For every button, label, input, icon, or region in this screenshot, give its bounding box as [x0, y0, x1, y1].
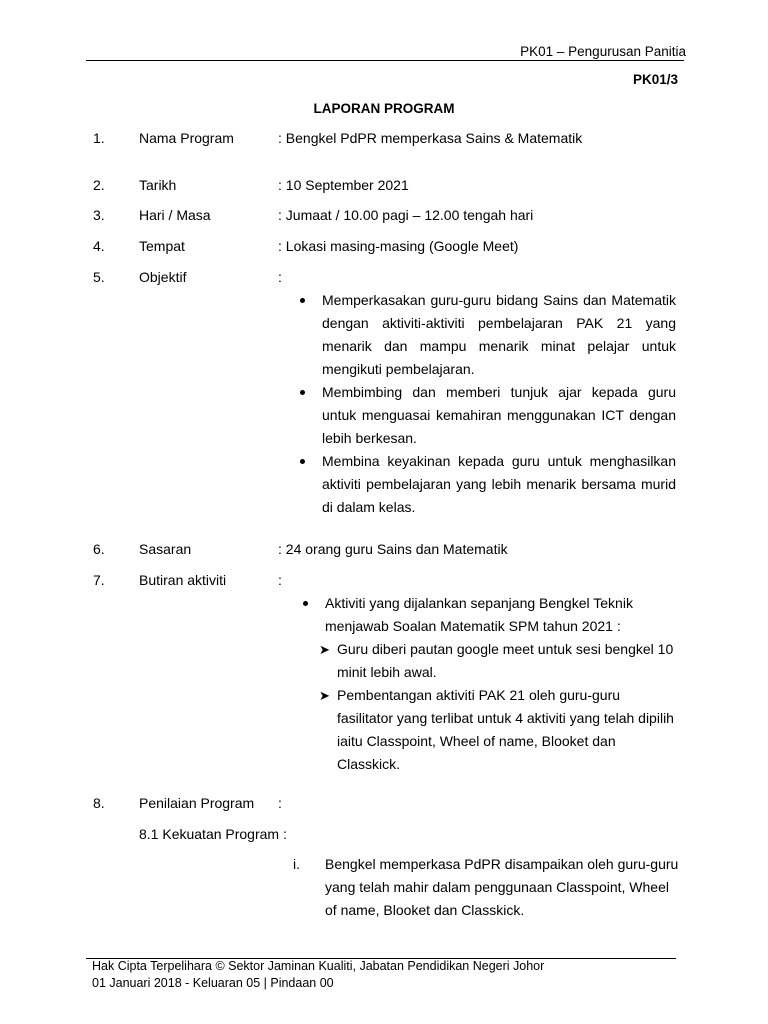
list-item: [319, 638, 675, 684]
list-item: [303, 592, 675, 776]
list-numeral: i.: [293, 856, 300, 872]
activity-sub-text: Guru diberi pautan google meet untuk sesi bengkel 10 minit lebih awal.: [337, 641, 674, 680]
activity-text: Aktiviti yang dijalankan sepanjang Bengkel Teknik menjawab Soalan Matematik SPM tahun 2021 :: [325, 595, 633, 634]
objective-text: Membimbing dan memberi tunjuk ajar kepada guru untuk menguasai kemahiran menggunakan ICT dengan lebih berkesan.: [322, 384, 676, 446]
activity-sub-text: Pembentangan aktiviti PAK 21 oleh guru-guru fasilitator yang terlibat untuk 4 aktiviti yang telah dipilih iaitu Classpoint, Wheel of name, Blooket dan Classkick.: [337, 687, 674, 772]
item-number: 4.: [93, 238, 105, 254]
item-label: Nama Program: [139, 130, 234, 146]
item-label: Objektif: [139, 269, 187, 285]
item-value: :: [278, 795, 282, 811]
item-number: 7.: [93, 572, 105, 588]
item-value: :: [278, 572, 282, 588]
item-value: :: [278, 269, 282, 285]
item-label: Hari / Masa: [139, 207, 211, 223]
page-title: LAPORAN PROGRAM: [313, 101, 455, 116]
bullet-icon: [303, 601, 308, 606]
item-number: 8.: [93, 795, 105, 811]
bullet-icon: [300, 390, 305, 395]
objective-text: Membina keyakinan kepada guru untuk menghasilkan aktiviti pembelajaran yang lebih menarik bersama murid di dalam kelas.: [322, 453, 676, 515]
item-label: Butiran aktiviti: [139, 572, 227, 588]
item-value: : Lokasi masing-masing (Google Meet): [278, 238, 519, 254]
arrow-bullet-icon: ➤: [319, 688, 330, 703]
item-label: Sasaran: [139, 541, 192, 557]
list-item: [300, 289, 676, 381]
item-value: : Jumaat / 10.00 pagi – 12.00 tengah hari: [278, 207, 534, 223]
list-item: [319, 684, 675, 776]
objective-text: Memperkasakan guru-guru bidang Sains dan Matematik dengan aktiviti-aktiviti pembelajaran PAK 21 yang menarik dan mampu menarik minat pelajar untuk mengikuti pembelajaran.: [322, 292, 676, 377]
activity-sub-list: [319, 638, 675, 776]
running-header: PK01 – Pengurusan Panitia: [520, 44, 686, 59]
item-value: : Bengkel PdPR memperkasa Sains & Matematik: [278, 130, 583, 146]
list-item: [293, 853, 683, 922]
item-value: : 24 orang guru Sains dan Matematik: [278, 541, 508, 557]
item-number: 1.: [93, 130, 105, 146]
arrow-bullet-icon: ➤: [319, 642, 330, 657]
item-number: 6.: [93, 541, 105, 557]
document-code: PK01/3: [632, 72, 678, 87]
activity-list: [303, 592, 675, 776]
list-item: [300, 450, 676, 519]
objectives-list: [300, 289, 676, 519]
item-label: Tempat: [139, 238, 185, 254]
header-divider: [86, 60, 684, 61]
bullet-icon: [300, 298, 305, 303]
footer-copyright: Hak Cipta Terpelihara © Sektor Jaminan Kualiti, Jabatan Pendidikan Negeri Johor: [92, 959, 545, 973]
item-number: 2.: [93, 177, 105, 193]
strengths-list: [293, 853, 683, 922]
item-number: 3.: [93, 207, 105, 223]
item-number: 5.: [93, 269, 105, 285]
item-label: Penilaian Program: [139, 795, 255, 811]
item-value: : 10 September 2021: [278, 177, 409, 193]
footer-revision: 01 Januari 2018 - Keluaran 05 | Pindaan 00: [92, 976, 334, 990]
subsection-heading: 8.1 Kekuatan Program :: [139, 826, 287, 842]
strength-text: Bengkel memperkasa PdPR disampaikan oleh guru-guru yang telah mahir dalam penggunaan Classpoint, Wheel of name, Blooket dan Classkick.: [325, 856, 679, 918]
bullet-icon: [300, 459, 305, 464]
list-item: [300, 381, 676, 450]
item-label: Tarikh: [139, 177, 177, 193]
